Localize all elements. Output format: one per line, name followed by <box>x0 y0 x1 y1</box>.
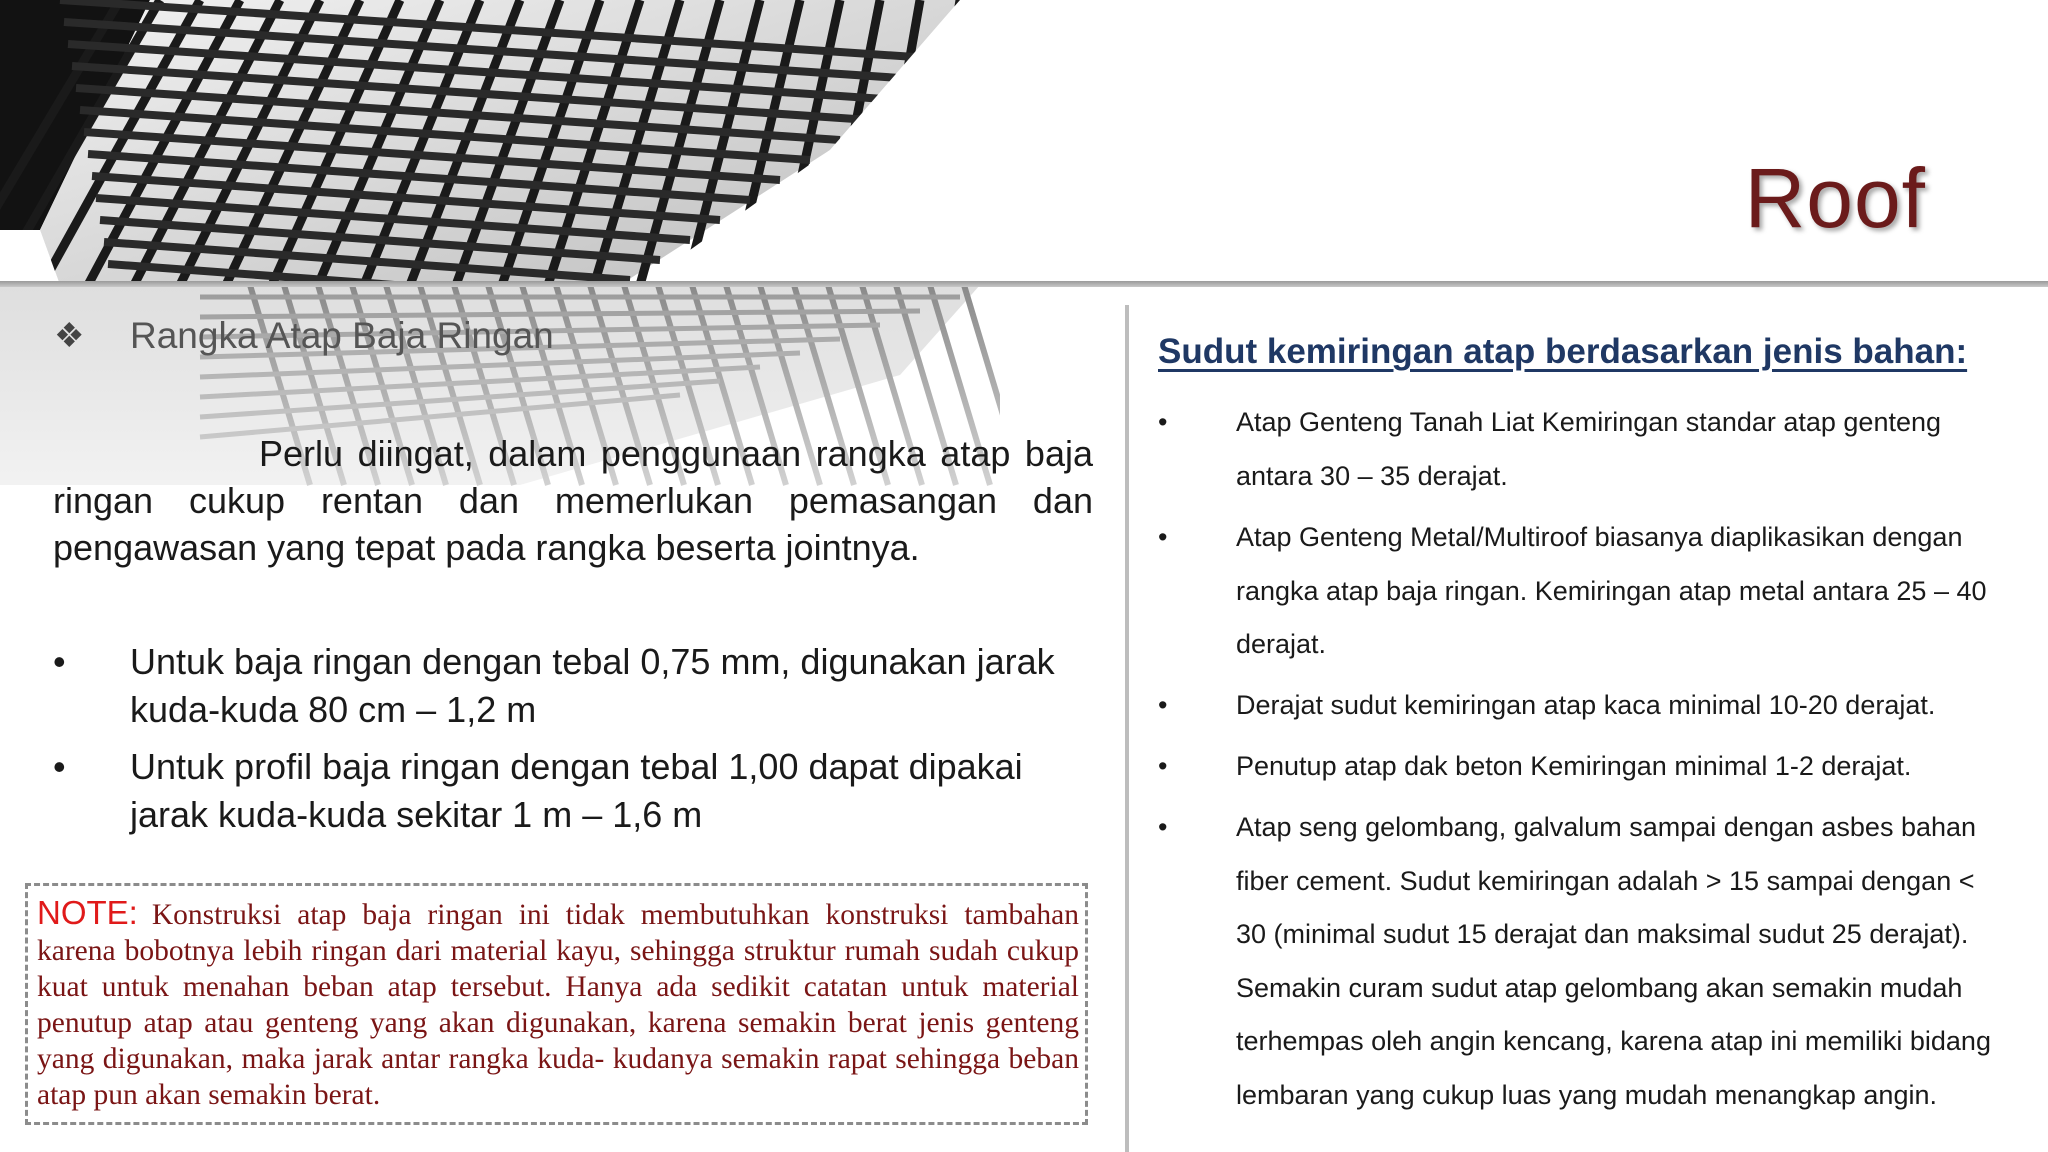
bullet-dot-icon: • <box>53 641 66 682</box>
note-label: NOTE: <box>37 894 138 931</box>
right-bullet-item <box>1158 801 2008 1122</box>
intro-paragraph: Perlu diingat, dalam penggunaan rangka atap baja ringan cukup rentan dan memerlukan pemasangan dan pengawasan yang tepat pada rangka beserta jointnya. <box>53 433 1093 568</box>
bullet-dot-icon: • <box>1158 522 1168 552</box>
note-body: Konstruksi atap baja ringan ini tidak membutuhkan konstruksi tambahan karena bobotnya lebih ringan dari material kayu, sehingga struktur rumah sudah cukup kuat untuk menahan beban atap tersebut. Hanya ada sedikit catatan untuk material penutup atap atau genteng yang akan digunakan, karena semakin berat jenis genteng yang digunakan, maka jarak antar rangka kuda- kudanya semakin rapat sehingga beban atap pun akan semakin berat. <box>37 899 1079 1111</box>
left-bullet-item <box>53 743 1093 839</box>
building-facade-image <box>0 0 1000 300</box>
right-bullet-text: Atap Genteng Metal/Multiroof biasanya diaplikasikan dengan rangka atap baja ringan. Kemiringan atap metal antara 25 – 40 derajat. <box>1236 522 1987 659</box>
right-bullet-text: Atap Genteng Tanah Liat Kemiringan standar atap genteng antara 30 – 35 derajat. <box>1236 407 1942 491</box>
right-bullet-text: Atap seng gelombang, galvalum sampai dengan asbes bahan fiber cement. Sudut kemiringan adalah > 15 sampai dengan < 30 (minimal sudut 15 derajat dan maksimal sudut 25 derajat). Semakin curam sudut atap gelombang akan semakin mudah terhempas oleh angin kencang, karena atap ini memiliki bidang lembaran yang cukup luas yang mudah menangkap angin. <box>1236 812 1991 1110</box>
right-bullet-text: Derajat sudut kemiringan atap kaca minimal 10-20 derajat. <box>1236 690 1936 720</box>
bullet-dot-icon: • <box>1158 751 1168 781</box>
header-divider <box>0 281 2048 287</box>
right-bullet-text: Penutup atap dak beton Kemiringan minimal 1-2 derajat. <box>1236 751 1912 781</box>
right-bullet-item <box>1158 511 2008 672</box>
bullet-dot-icon: • <box>1158 407 1168 437</box>
note-content <box>37 895 1079 1113</box>
left-section-heading <box>54 315 554 357</box>
bullet-dot-icon: • <box>1158 690 1168 720</box>
slide-title: Roof <box>1744 151 1926 245</box>
bullet-dot-icon: • <box>1158 812 1168 842</box>
right-section-heading: Sudut kemiringan atap berdasarkan jenis bahan: <box>1158 332 1968 371</box>
left-heading-text: Rangka Atap Baja Ringan <box>130 315 554 356</box>
building-facade-graphic <box>0 0 1000 300</box>
right-bullet-item <box>1158 740 2008 794</box>
diamond-bullet-icon: ❖ <box>54 317 85 355</box>
column-divider <box>1125 305 1129 1152</box>
left-bullet-text: Untuk baja ringan dengan tebal 0,75 mm, digunakan jarak kuda-kuda 80 cm – 1,2 m <box>130 641 1055 730</box>
right-bullet-item <box>1158 679 2008 733</box>
left-bullet-text: Untuk profil baja ringan dengan tebal 1,00 dapat dipakai jarak kuda-kuda sekitar 1 m – 1,6 m <box>130 746 1023 835</box>
bullet-dot-icon: • <box>53 746 66 787</box>
left-bullet-item <box>53 638 1093 734</box>
right-bullet-item <box>1158 396 2008 503</box>
